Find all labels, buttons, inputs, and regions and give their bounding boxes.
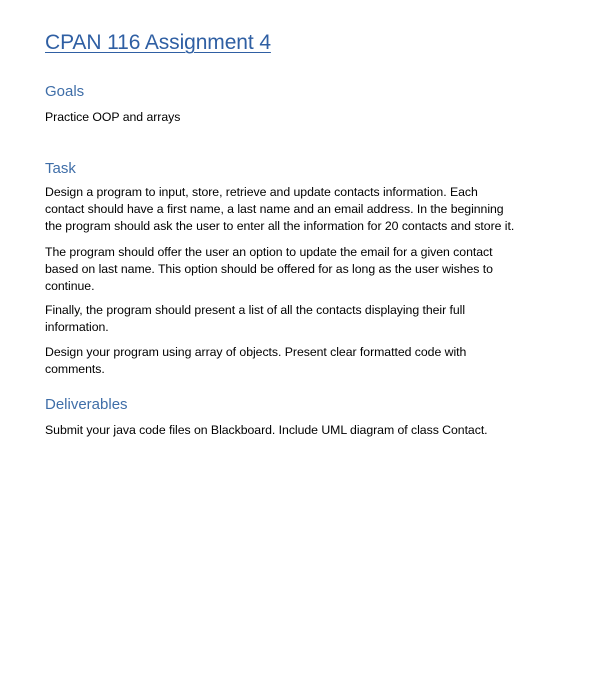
task-paragraph-3 [45,302,575,336]
text-line: based on last name. This option should be offered for as long as the user wishes to [45,261,493,276]
text-line: Practice OOP and arrays [45,110,181,124]
text-line: contact should have a first name, a last name and an email address. In the beginning [45,201,504,216]
goals-paragraph [45,109,575,126]
section-heading-goals: Goals [45,83,85,100]
text-line: Submit your java code files on Blackboard. Include UML diagram of class Contact. [45,423,488,437]
text-line: The program should offer the user an option to update the email for a given contact [45,245,493,259]
text-line: Design your program using array of objects. Present clear formatted code with [45,345,467,359]
section-heading-deliverables: Deliverables [45,396,128,413]
task-paragraph-4 [45,344,575,378]
text-line: information. [45,319,109,334]
document-title: CPAN 116 Assignment 4 [45,31,271,54]
text-line: Finally, the program should present a list of all the contacts displaying their full [45,303,466,317]
deliverables-paragraph [45,422,575,439]
section-heading-task: Task [45,160,76,177]
text-line: the program should ask the user to enter all the information for 20 contacts and store it. [45,218,515,233]
text-line: continue. [45,278,95,293]
task-paragraph-2 [45,244,575,294]
task-paragraph-1 [45,184,575,234]
text-line: comments. [45,361,105,376]
text-line: Design a program to input, store, retrieve and update contacts information. Each [45,185,478,199]
